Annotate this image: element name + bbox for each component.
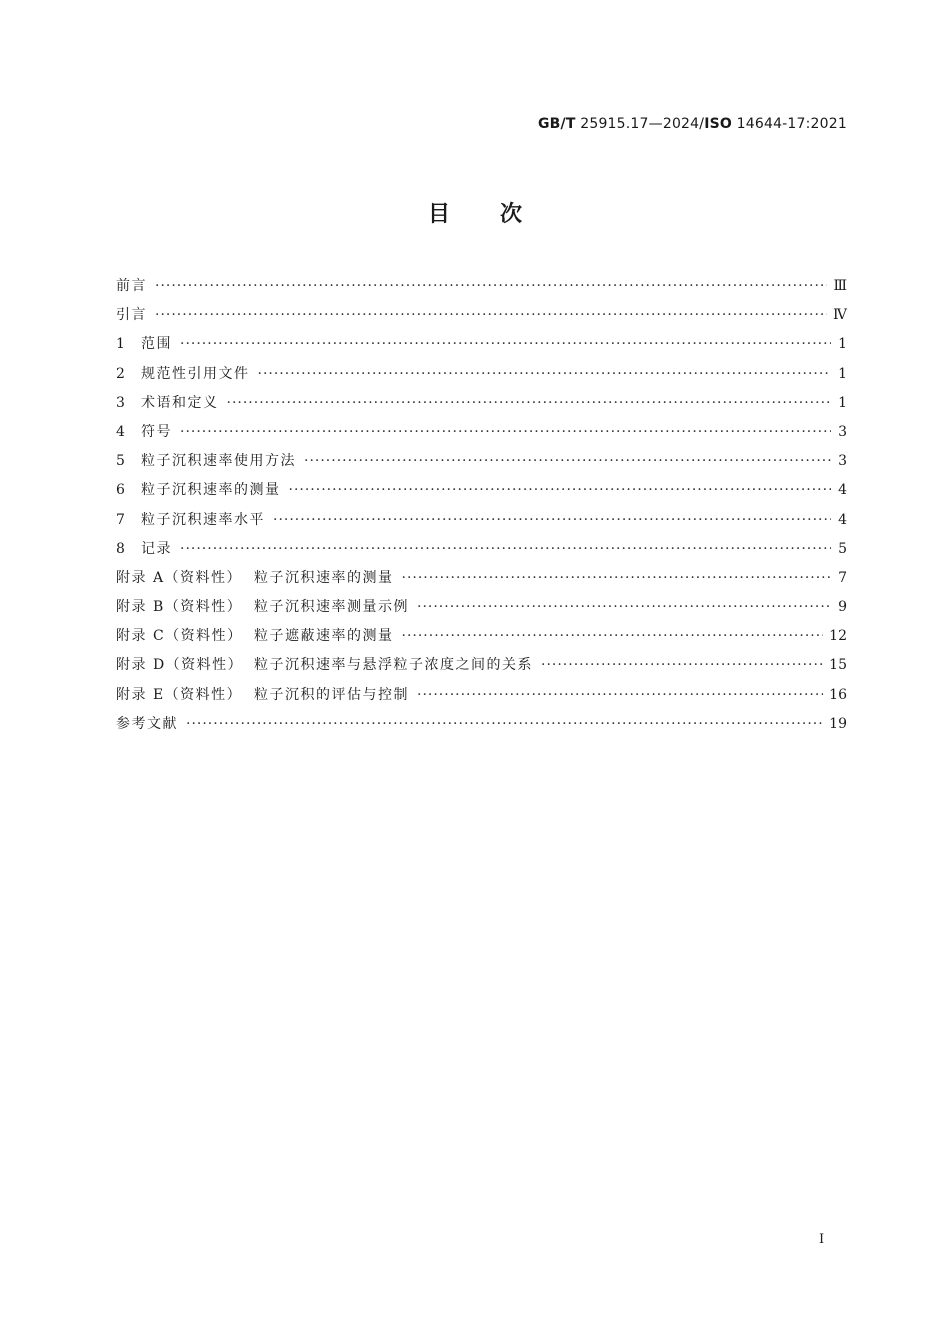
toc-leader-dots bbox=[417, 684, 823, 706]
toc-leader-dots bbox=[180, 333, 831, 355]
toc-entry-section-7[interactable] bbox=[116, 509, 847, 538]
toc-leader-dots bbox=[289, 479, 832, 501]
toc-entry-section-8[interactable] bbox=[116, 538, 847, 567]
toc-leader-dots bbox=[417, 596, 831, 618]
toc-entry-number: 4 bbox=[116, 423, 125, 440]
iso-code: 14644-17:2021 bbox=[736, 116, 847, 132]
toc-entry-page: Ⅲ bbox=[833, 278, 847, 294]
toc-entry-annex-b[interactable] bbox=[116, 596, 847, 625]
toc-entry-page: 1 bbox=[838, 336, 847, 353]
toc-entry-label bbox=[116, 596, 409, 618]
toc-entry-section-5[interactable] bbox=[116, 450, 847, 479]
toc-entry-foreword[interactable] bbox=[116, 275, 847, 304]
toc-entry-label: 粒子沉积速率水平 bbox=[141, 511, 265, 528]
toc-entry-number: 7 bbox=[116, 511, 125, 528]
toc-entry-label bbox=[116, 654, 533, 676]
toc-entry-page: 12 bbox=[829, 628, 847, 645]
toc-entry-section-3[interactable] bbox=[116, 392, 847, 421]
toc-entry-page: 16 bbox=[829, 686, 847, 703]
toc-entry-number: 8 bbox=[116, 540, 125, 557]
toc-leader-dots bbox=[258, 363, 832, 385]
toc-entry-page: 5 bbox=[838, 540, 847, 557]
toc-leader-dots bbox=[227, 392, 832, 414]
toc-entry-page: 9 bbox=[838, 599, 847, 616]
toc-entry-number: 1 bbox=[116, 336, 125, 353]
toc-entry-label: 术语和定义 bbox=[141, 394, 219, 411]
annex-tag: 附录 E（资料性） bbox=[116, 686, 243, 703]
toc-entry-page: 19 bbox=[829, 715, 847, 732]
toc-entry-section-4[interactable] bbox=[116, 421, 847, 450]
toc-entry-annex-c[interactable] bbox=[116, 625, 847, 654]
toc-entry-number: 3 bbox=[116, 394, 125, 411]
toc-entry-label: 范围 bbox=[141, 336, 172, 353]
toc-entry-label bbox=[116, 625, 394, 647]
toc-entry-bibliography[interactable] bbox=[116, 713, 847, 742]
toc-entry-number: 2 bbox=[116, 365, 125, 382]
toc-entry-page: 7 bbox=[838, 569, 847, 586]
iso-prefix: ISO bbox=[704, 116, 732, 132]
toc-entry-label: 参考文献 bbox=[116, 715, 178, 732]
toc-entry-label: 规范性引用文件 bbox=[141, 365, 250, 382]
toc-entry-section-2[interactable] bbox=[116, 363, 847, 392]
toc-entry-page: 4 bbox=[838, 482, 847, 499]
toc-entry-annex-a[interactable] bbox=[116, 567, 847, 596]
toc-leader-dots bbox=[180, 421, 831, 443]
annex-tag: 附录 D（资料性） bbox=[116, 657, 244, 674]
toc-leader-dots bbox=[541, 654, 823, 676]
page-number: Ⅰ bbox=[819, 1232, 825, 1247]
toc-entry-label: 粒子沉积速率使用方法 bbox=[141, 453, 296, 470]
annex-tag: 附录 C（资料性） bbox=[116, 628, 243, 645]
toc-entry-page: 3 bbox=[838, 423, 847, 440]
page-title: 目次 bbox=[427, 202, 572, 227]
toc-entry-section-6[interactable] bbox=[116, 479, 847, 508]
toc-entry-page: 15 bbox=[829, 657, 847, 674]
toc-entry-label bbox=[116, 684, 409, 706]
toc-entry-label: 记录 bbox=[141, 540, 172, 557]
toc-entry-page: 4 bbox=[838, 511, 847, 528]
toc-entry-page: 3 bbox=[838, 453, 847, 470]
standard-number bbox=[538, 116, 847, 132]
annex-title: 粒子沉积速率测量示例 bbox=[254, 599, 409, 616]
annex-title: 粒子遮蔽速率的测量 bbox=[254, 628, 394, 645]
toc-entry-label: 符号 bbox=[141, 423, 172, 440]
annex-tag: 附录 A（资料性） bbox=[116, 569, 243, 586]
toc-entry-page: 1 bbox=[838, 394, 847, 411]
toc-entry-label: 引言 bbox=[116, 307, 147, 324]
toc-leader-dots bbox=[402, 567, 832, 589]
toc-entry-number: 5 bbox=[116, 453, 125, 470]
toc-entry-introduction[interactable] bbox=[116, 304, 847, 333]
table-of-contents bbox=[116, 275, 847, 742]
annex-title: 粒子沉积的评估与控制 bbox=[254, 686, 409, 703]
toc-entry-label: 粒子沉积速率的测量 bbox=[141, 482, 281, 499]
toc-leader-dots bbox=[304, 450, 831, 472]
toc-entry-page: 1 bbox=[838, 365, 847, 382]
standard-code: 25915.17—2024/ bbox=[580, 116, 705, 132]
toc-entry-section-1[interactable] bbox=[116, 333, 847, 362]
toc-leader-dots bbox=[155, 304, 827, 326]
toc-leader-dots bbox=[155, 275, 827, 297]
toc-entry-annex-e[interactable] bbox=[116, 684, 847, 713]
toc-entry-label: 前言 bbox=[116, 278, 147, 294]
toc-leader-dots bbox=[180, 538, 831, 560]
toc-leader-dots bbox=[402, 625, 824, 647]
toc-entry-number: 6 bbox=[116, 482, 125, 499]
standard-prefix: GB/T bbox=[537, 116, 576, 132]
toc-leader-dots bbox=[186, 713, 823, 735]
toc-entry-annex-d[interactable] bbox=[116, 654, 847, 683]
annex-title: 粒子沉积速率与悬浮粒子浓度之间的关系 bbox=[254, 657, 533, 674]
toc-leader-dots bbox=[273, 509, 831, 531]
toc-entry-label bbox=[116, 567, 394, 589]
toc-entry-page: Ⅳ bbox=[833, 307, 847, 324]
annex-tag: 附录 B（资料性） bbox=[116, 599, 243, 616]
annex-title: 粒子沉积速率的测量 bbox=[254, 569, 394, 586]
